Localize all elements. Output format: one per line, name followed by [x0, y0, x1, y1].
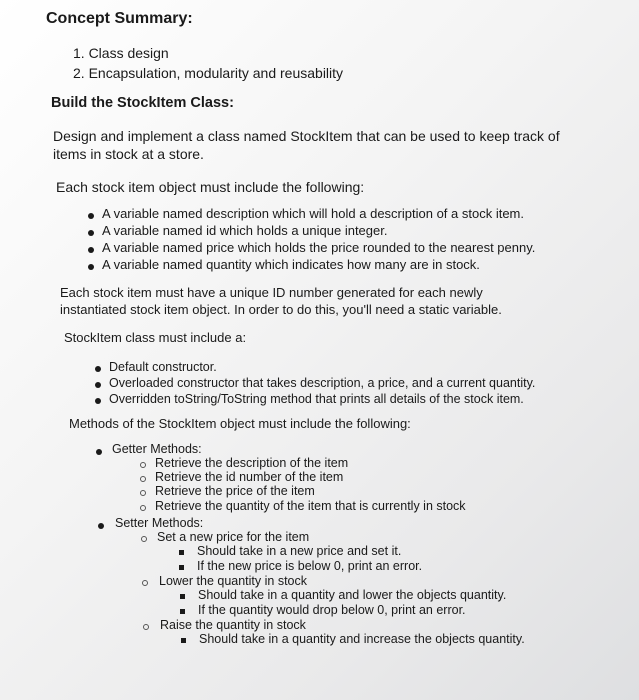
- methods-heading: Methods of the StockItem object must include the following:: [69, 416, 411, 431]
- circle-bullet-icon: [143, 624, 149, 630]
- circle-bullet-icon: [140, 505, 146, 511]
- intro-line-2: items in stock at a store.: [53, 146, 204, 162]
- raise-quantity-detail-1: Should take in a quantity and increase the objects quantity.: [199, 632, 525, 646]
- unique-id-line-1: Each stock item must have a unique ID number generated for each newly: [60, 285, 483, 300]
- setter-price-detail-2: If the new price is below 0, print an error.: [197, 559, 423, 573]
- bullet-icon: [96, 449, 102, 455]
- variable-description: A variable named description which will hold a description of a stock item.: [102, 206, 524, 221]
- getter-description: Retrieve the description of the item: [155, 456, 349, 470]
- tostring-method: Overridden toString/ToString method that prints all details of the stock item.: [109, 392, 524, 406]
- build-class-heading: Build the StockItem Class:: [51, 95, 234, 111]
- lower-quantity-detail-2: If the quantity would drop below 0, print an error.: [198, 603, 466, 617]
- circle-bullet-icon: [140, 490, 146, 496]
- getter-quantity: Retrieve the quantity of the item that is currently in stock: [155, 499, 466, 513]
- variable-quantity: A variable named quantity which indicates how many are in stock.: [102, 257, 480, 272]
- variable-price: A variable named price which holds the price rounded to the nearest penny.: [102, 240, 536, 255]
- square-bullet-icon: [180, 609, 185, 614]
- variable-id: A variable named id which holds a unique integer.: [102, 223, 388, 238]
- square-bullet-icon: [179, 565, 184, 570]
- circle-bullet-icon: [142, 580, 148, 586]
- circle-bullet-icon: [141, 536, 147, 542]
- bullet-icon: [88, 264, 94, 270]
- circle-bullet-icon: [140, 476, 146, 482]
- constructor-overloaded: Overloaded constructor that takes description, a price, and a current quantity.: [109, 376, 536, 390]
- unique-id-line-2: instantiated stock item object. In order to do this, you'll need a static variable.: [60, 302, 502, 317]
- raise-quantity-label: Raise the quantity in stock: [160, 618, 306, 632]
- setter-price-detail-1: Should take in a new price and set it.: [197, 544, 402, 558]
- concept-summary-heading: Concept Summary:: [46, 10, 193, 27]
- getter-price: Retrieve the price of the item: [155, 484, 315, 498]
- bullet-icon: [95, 366, 101, 372]
- setter-methods-label: Setter Methods:: [115, 516, 204, 530]
- circle-bullet-icon: [140, 462, 146, 468]
- lower-quantity-detail-1: Should take in a quantity and lower the objects quantity.: [198, 588, 507, 602]
- bullet-icon: [88, 247, 94, 253]
- class-must-include: StockItem class must include a:: [64, 330, 247, 345]
- square-bullet-icon: [181, 638, 186, 643]
- getter-id: Retrieve the id number of the item: [155, 470, 344, 484]
- must-include-heading: Each stock item object must include the following:: [56, 179, 365, 195]
- bullet-icon: [95, 398, 101, 404]
- lower-quantity-label: Lower the quantity in stock: [159, 574, 307, 588]
- bullet-icon: [88, 213, 94, 219]
- bullet-icon: [95, 382, 101, 388]
- setter-price-label: Set a new price for the item: [157, 530, 310, 544]
- getter-methods-label: Getter Methods:: [112, 442, 202, 456]
- bullet-icon: [88, 230, 94, 236]
- concept-item-1: 1. Class design: [73, 45, 169, 61]
- square-bullet-icon: [179, 550, 184, 555]
- concept-item-2: 2. Encapsulation, modularity and reusability: [73, 65, 344, 81]
- square-bullet-icon: [180, 594, 185, 599]
- bullet-icon: [98, 523, 104, 529]
- intro-line-1: Design and implement a class named StockItem that can be used to keep track of: [53, 128, 560, 144]
- constructor-default: Default constructor.: [109, 360, 217, 374]
